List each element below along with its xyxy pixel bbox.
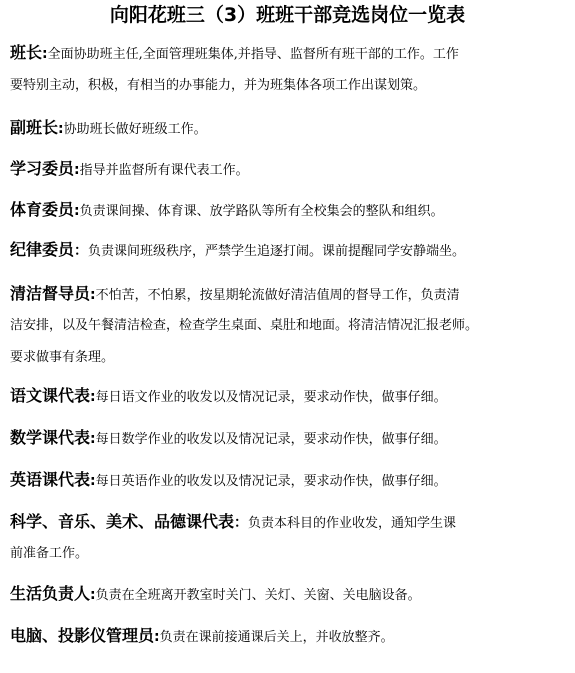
role-separator: :	[74, 162, 80, 178]
entry-line	[10, 385, 566, 408]
entry-line	[10, 511, 566, 534]
role-separator: :	[90, 287, 96, 303]
entry-line	[10, 543, 566, 566]
role-separator: ：	[74, 243, 89, 259]
role-separator: :	[58, 121, 64, 137]
duty-entry-discipline-commissioner	[10, 239, 566, 262]
role-separator: :	[154, 629, 160, 645]
role-name: 班长	[10, 43, 43, 62]
page-title: 向阳花班三（3）班班干部竞选岗位一览表	[109, 4, 466, 26]
duty-text: 要特别主动，积极，有相当的办事能力，并为班集体各项工作出谋划策。	[10, 78, 427, 93]
entry-line	[10, 347, 566, 370]
entry-line	[10, 469, 566, 492]
role-separator: ：	[234, 515, 249, 531]
duty-text: 要求做事有条理。	[10, 350, 115, 365]
duty-entry-monitor	[10, 42, 566, 98]
role-separator: :	[90, 587, 96, 603]
role-name: 语文课代表	[10, 386, 91, 405]
duty-text: 负责在课前接通课后关上，并收放整齐。	[159, 630, 394, 645]
duty-entry-computer-projector-manager	[10, 625, 566, 648]
entry-line	[10, 427, 566, 450]
duty-entry-math-rep	[10, 427, 566, 450]
role-separator: :	[42, 46, 48, 62]
role-name: 学习委员	[10, 159, 75, 178]
entry-line	[10, 583, 566, 606]
role-separator: :	[74, 203, 80, 219]
duty-entry-life-manager	[10, 583, 566, 606]
duty-entry-chinese-rep	[10, 385, 566, 408]
role-name: 数学课代表	[10, 428, 91, 447]
duty-entry-sports-commissioner	[10, 199, 566, 222]
duty-text: 负责课间操、体育课、放学路队等所有全校集会的整队和组织。	[79, 204, 444, 219]
role-name: 科学、音乐、美术、品德课代表	[10, 512, 235, 531]
role-name: 英语课代表	[10, 470, 91, 489]
entry-line	[10, 625, 566, 648]
role-name: 副班长	[10, 118, 59, 137]
entry-line	[10, 315, 566, 338]
duty-entry-study-commissioner	[10, 158, 566, 181]
entry-line	[10, 158, 566, 181]
duty-text: 负责课间班级秩序，严禁学生追逐打闹。课前提醒同学安静端坐。	[88, 244, 466, 259]
role-separator: :	[90, 431, 96, 447]
role-name: 电脑、投影仪管理员	[10, 626, 155, 645]
duty-text: 协助班长做好班级工作。	[63, 122, 207, 137]
duty-entry-vice-monitor	[10, 117, 566, 140]
duty-text: 洁安排，以及午餐清洁检查，检查学生桌面、桌肚和地面。将清洁情况汇报老师。	[10, 318, 479, 333]
duty-entry-cleaning-supervisor	[10, 283, 566, 370]
role-name: 体育委员	[10, 200, 75, 219]
role-name: 纪律委员	[10, 240, 75, 259]
role-name: 生活负责人	[10, 584, 91, 603]
duty-text: 负责本科目的作业收发，通知学生课	[248, 516, 457, 531]
duty-entry-english-rep	[10, 469, 566, 492]
duty-text: 全面协助班主任,全面管理班集体,并指导、监督所有班干部的工作。工作	[47, 47, 459, 62]
entry-line	[10, 75, 566, 98]
duty-text: 指导并监督所有课代表工作。	[79, 163, 249, 178]
role-separator: :	[90, 473, 96, 489]
duty-text: 每日语文作业的收发以及情况记录，要求动作快，做事仔细。	[95, 390, 447, 405]
duty-text: 每日数学作业的收发以及情况记录，要求动作快，做事仔细。	[95, 432, 447, 447]
duty-text: 负责在全班离开教室时关门、关灯、关窗、关电脑设备。	[95, 588, 421, 603]
entry-line	[10, 283, 566, 306]
duty-text: 前准备工作。	[10, 546, 89, 561]
entry-line	[10, 42, 566, 65]
entry-line	[10, 199, 566, 222]
entry-line	[10, 117, 566, 140]
role-name: 清洁督导员	[10, 284, 91, 303]
duty-text: 每日英语作业的收发以及情况记录，要求动作快，做事仔细。	[95, 474, 447, 489]
role-separator: :	[90, 389, 96, 405]
entry-line	[10, 239, 566, 262]
duty-text: 不怕苦，不怕累，按星期轮流做好清洁值周的督导工作，负责清	[95, 288, 460, 303]
duty-entry-subject-reps	[10, 511, 566, 566]
